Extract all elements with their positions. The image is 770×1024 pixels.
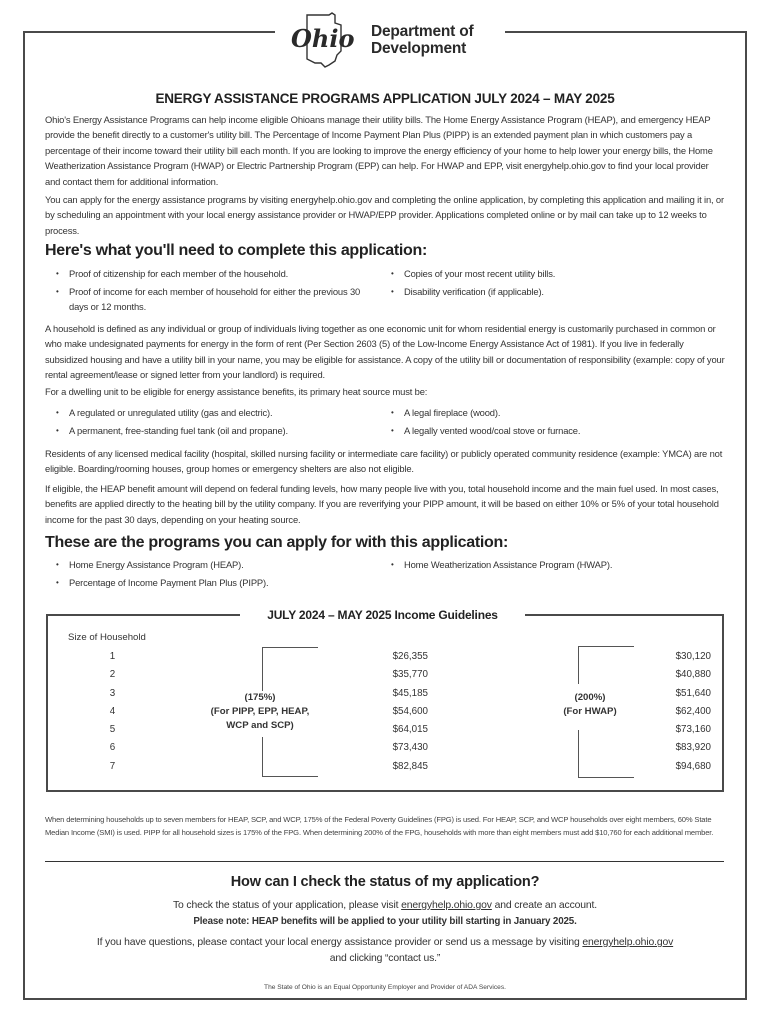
program-item: • Home Weatherization Assistance Program (HWAP).: [391, 557, 726, 573]
household-size: 7: [109, 760, 116, 772]
income-175-value: $73,430: [392, 742, 428, 754]
bracket-200-top: [578, 646, 579, 684]
income-200-value: $30,120: [675, 651, 711, 662]
income-175-column: [370, 648, 428, 776]
contact-line: If you have questions, please contact your local energy assistance provider or send us a message by visiting energyhelp.ohio.gov: [96, 937, 674, 948]
intro-paragraph-2: You can apply for the energy assistance programs by visiting energyhelp.ohio.gov and completing the online application, by completing this application and mailing it in, or by scheduling an appointment with your local energy assistance provider or HWAP/EPP provider. Applications completed online or by mail can take up to 12 weeks to process.: [45, 194, 724, 236]
label-200-percent: (200%) (For HWAP): [563, 692, 617, 717]
header-logo: [275, 10, 505, 70]
household-size: 4: [109, 705, 116, 717]
program-item: • Percentage of Income Payment Plan Plus (PIPP).: [56, 575, 391, 591]
income-200-value: $94,680: [675, 760, 711, 772]
income-175-value: $45,185: [392, 687, 428, 699]
energyhelp-link-contact[interactable]: energyhelp.ohio.gov: [582, 937, 674, 948]
programs-list: [56, 557, 726, 590]
needs-item: • Disability verification (if applicable).: [391, 284, 726, 300]
bracket-200-bottom: [578, 730, 579, 778]
needs-item: • Proof of income for each member of household for either the previous 30 days or 12 months.: [56, 284, 391, 315]
legal-notice: The State of Ohio is an Equal Opportunity Employer and Provider of ADA Services.: [264, 984, 506, 991]
heat-source-item: • A permanent, free-standing fuel tank (oil and propane).: [56, 423, 391, 439]
needs-item: • Copies of your most recent utility bills.: [391, 266, 726, 282]
income-175-value: $26,355: [392, 651, 428, 662]
energyhelp-link[interactable]: energyhelp.ohio.gov: [401, 900, 492, 911]
income-200-value: $73,160: [675, 724, 711, 736]
org-name: [371, 23, 473, 57]
needs-item: • Proof of citizenship for each member of the household.: [56, 266, 391, 282]
income-200-value: $83,920: [675, 742, 711, 754]
heat-source-item: • A legal fireplace (wood).: [391, 405, 726, 421]
bracket-175-top: [262, 647, 263, 691]
income-175-value: $64,015: [392, 724, 428, 736]
section-divider: [45, 861, 724, 862]
household-size-column: [100, 648, 125, 776]
heat-source-list: [56, 405, 726, 438]
income-200-column: [640, 648, 711, 776]
org-line-1: Department of: [371, 23, 474, 40]
svg-text:Ohio: Ohio: [291, 24, 355, 53]
household-size-header: Size of Household: [68, 632, 146, 643]
heat-source-intro: For a dwelling unit to be eligible for energy assistance benefits, its primary heat source must be:: [45, 386, 428, 397]
heat-source-item: • A legally vented wood/coal stove or furnace.: [391, 423, 726, 439]
benefit-amount-info: If eligible, the HEAP benefit amount will depend on federal funding levels, how many people live with you, total household income and the main fuel used. In most cases, benefits are applied directly to the heating bill by the utility company. If you are reverifying your PIPP amount, it will be based on either 10% or 5% of your total household income for the past 30 days, depending on your heating source.: [45, 483, 719, 525]
ohio-logo-icon: [285, 11, 365, 69]
program-item: • Home Energy Assistance Program (HEAP).: [56, 557, 391, 573]
page-title: ENERGY ASSISTANCE PROGRAMS APPLICATION JULY 2024 – MAY 2025: [155, 91, 615, 106]
label-175-percent: (175%) (For PIPP, EPP, HEAP, WCP and SCP): [210, 692, 310, 731]
household-size: 1: [109, 651, 116, 662]
income-guidelines-title: JULY 2024 – MAY 2025 Income Guidelines: [240, 608, 525, 622]
household-definition: A household is defined as any individual or group of individuals living together as one economic unit for whom residential energy is customarily purchased in common or who make undesignated payments for energy in the form of rent (Per Section 2603 (5) of the Low-Income Energy Assistance Act of 1981). If you live in federally subsidized housing and have a utility bill in your name, you may be eligible for assistance. A copy of the utility bill or documentation of responsibility (example: copy of your rental agreement/lease or signed letter from your landlord) is required.: [45, 323, 725, 381]
status-check-line: To check the status of your application, please visit energyhelp.ohio.gov and create an account.: [172, 900, 598, 911]
heap-note: Please note: HEAP benefits will be applied to your utility bill starting in January 2025.: [193, 916, 577, 927]
household-size: 6: [109, 742, 116, 754]
income-footnote: When determining households up to seven members for HEAP, SCP, and WCP, 175% of the Federal Poverty Guidelines (FPG) is used. For HEAP, SCP, and WCP households over eight members, 60% State Median Income (SMI) is used. PIPP for all household sizes is 175% of the FPG. When determining 200% of the FPG, households with more than eight members must add $10,760 for each additional member.: [45, 815, 714, 837]
org-line-2: Development: [371, 40, 467, 57]
household-size: 2: [109, 669, 116, 681]
household-size: 5: [109, 724, 116, 736]
income-175-value: $54,600: [392, 705, 428, 717]
needs-heading: Here's what you'll need to complete this application:: [45, 242, 427, 259]
heat-source-item: • A regulated or unregulated utility (gas and electric).: [56, 405, 391, 421]
programs-heading: These are the programs you can apply for with this application:: [45, 534, 508, 551]
household-size: 3: [109, 687, 116, 699]
income-200-value: $40,880: [675, 669, 711, 681]
intro-paragraph-1: Ohio's Energy Assistance Programs can help income eligible Ohioans manage their utility bills. The Home Energy Assistance Program (HEAP), and emergency HEAP provide the benefit directly to a customer's utility bill. The Percentage of Income Payment Plan Plus (PIPP) is an extended payment plan in which customers pay a percentage of their income toward their utility bill each month. If you are looking to improve the energy efficiency of your home to help lower your energy bills, the Home Weatherization Assistance Program (HWAP) or Electric Partnership Program (EPP) can help. For HWAP and EPP, visit energyhelp.ohio.gov to find your local provider and contact them for additional information.: [45, 114, 713, 187]
income-200-value: $51,640: [675, 687, 711, 699]
bracket-175-bottom: [262, 737, 263, 777]
ineligible-residents: Residents of any licensed medical facility (hospital, skilled nursing facility or intermediate care facility) or publicly operated community residence (example: YMCA) are not eligible. Boarding/rooming houses, group homes or emergency shelters are also not eligible.: [45, 448, 723, 475]
contact-line-2: and clicking “contact us.”: [329, 953, 441, 964]
needs-list: [56, 266, 726, 315]
income-175-value: $82,845: [392, 760, 428, 772]
income-200-value: $62,400: [675, 705, 711, 717]
income-175-value: $35,770: [392, 669, 428, 681]
status-heading: How can I check the status of my application?: [230, 874, 540, 890]
